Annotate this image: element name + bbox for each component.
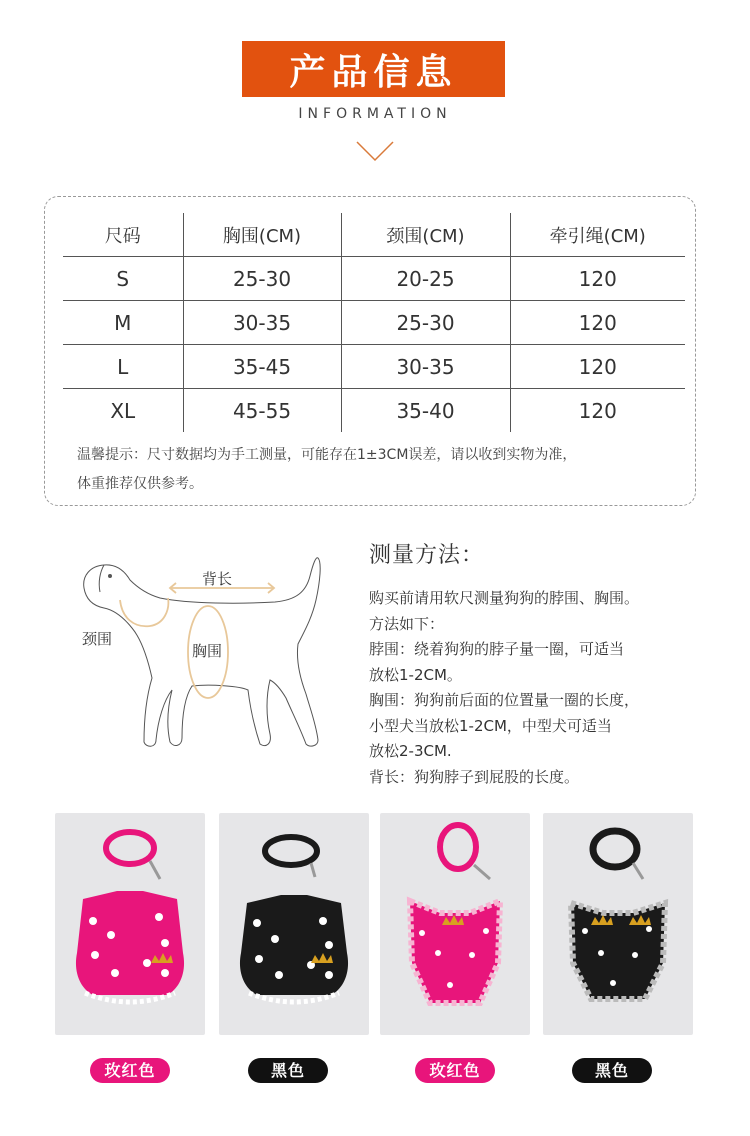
product-photo-black-vest[interactable] — [219, 813, 369, 1035]
table-row — [63, 345, 685, 389]
table-cell: 20-25 — [341, 257, 510, 301]
table-cell: 35-45 — [183, 345, 341, 389]
product-photo-rose-harness[interactable] — [380, 813, 530, 1035]
table-cell: M — [63, 301, 183, 345]
table-cell: 120 — [510, 345, 685, 389]
instruction-line: 胸围：狗狗前后面的位置量一圈的长度， — [369, 691, 640, 709]
column-header-size: 尺码 — [63, 213, 183, 257]
instruction-line: 放松2-3CM. — [369, 742, 452, 760]
chevron-down-icon — [355, 140, 395, 162]
table-cell: 45-55 — [183, 389, 341, 433]
table-cell: 30-35 — [183, 301, 341, 345]
table-cell: 120 — [510, 257, 685, 301]
table-cell: S — [63, 257, 183, 301]
instruction-line: 脖围：绕着狗狗的脖子量一圈，可适当 — [369, 640, 625, 658]
table-row — [63, 257, 685, 301]
column-header-neck: 颈围(CM) — [341, 213, 510, 257]
table-cell: 120 — [510, 389, 685, 433]
chest-label: 胸围 — [192, 642, 223, 660]
product-photo-black-harness[interactable] — [543, 813, 693, 1035]
size-chart-card — [44, 196, 696, 506]
column-header-leash: 牵引绳(CM) — [510, 213, 685, 257]
instruction-line: 背长：狗狗脖子到屁股的长度。 — [369, 767, 580, 786]
page-title: 产品信息 — [289, 51, 458, 93]
back-length-label: 背长 — [202, 570, 233, 588]
harness-vest-icon — [219, 813, 369, 1035]
size-table — [63, 213, 685, 432]
measure-instructions — [369, 586, 709, 790]
instruction-line: 购买前请用软尺测量狗狗的脖围、胸围。 — [369, 589, 640, 607]
neck-label: 颈围 — [82, 630, 113, 648]
table-header-row — [63, 213, 685, 257]
measure-title: 测量方法： — [369, 543, 485, 568]
harness-vest-icon — [55, 813, 205, 1035]
table-row — [63, 389, 685, 433]
table-cell: 25-30 — [341, 301, 510, 345]
size-note — [77, 441, 677, 499]
page-subtitle: INFORMATION — [298, 106, 452, 122]
harness-frill-icon — [543, 813, 693, 1035]
color-option-black[interactable]: 黑色 — [248, 1058, 328, 1083]
table-row — [63, 301, 685, 345]
instruction-line: 小型犬当放松1-2CM，中型犬可适当 — [369, 716, 612, 735]
harness-frill-icon — [380, 813, 530, 1035]
table-cell: 30-35 — [341, 345, 510, 389]
product-photo-rose-vest[interactable] — [55, 813, 205, 1035]
table-cell: L — [63, 345, 183, 389]
table-cell: 120 — [510, 301, 685, 345]
table-cell: 35-40 — [341, 389, 510, 433]
table-cell: 25-30 — [183, 257, 341, 301]
instruction-line: 方法如下： — [369, 614, 445, 633]
dog-measurement-diagram — [60, 548, 340, 763]
table-cell: XL — [110, 398, 136, 423]
color-option-rose[interactable]: 玫红色 — [415, 1058, 495, 1083]
color-option-black[interactable]: 黑色 — [572, 1058, 652, 1083]
size-note-line: 温馨提示：尺寸数据均为手工测量，可能存在1±3CM误差，请以收到实物为准， — [77, 447, 577, 463]
size-note-line: 体重推荐仅供参考。 — [77, 476, 203, 492]
instruction-line: 放松1-2CM。 — [369, 665, 462, 684]
page-title-banner — [242, 41, 505, 97]
column-header-chest: 胸围(CM) — [183, 213, 341, 257]
color-option-rose[interactable]: 玫红色 — [90, 1058, 170, 1083]
